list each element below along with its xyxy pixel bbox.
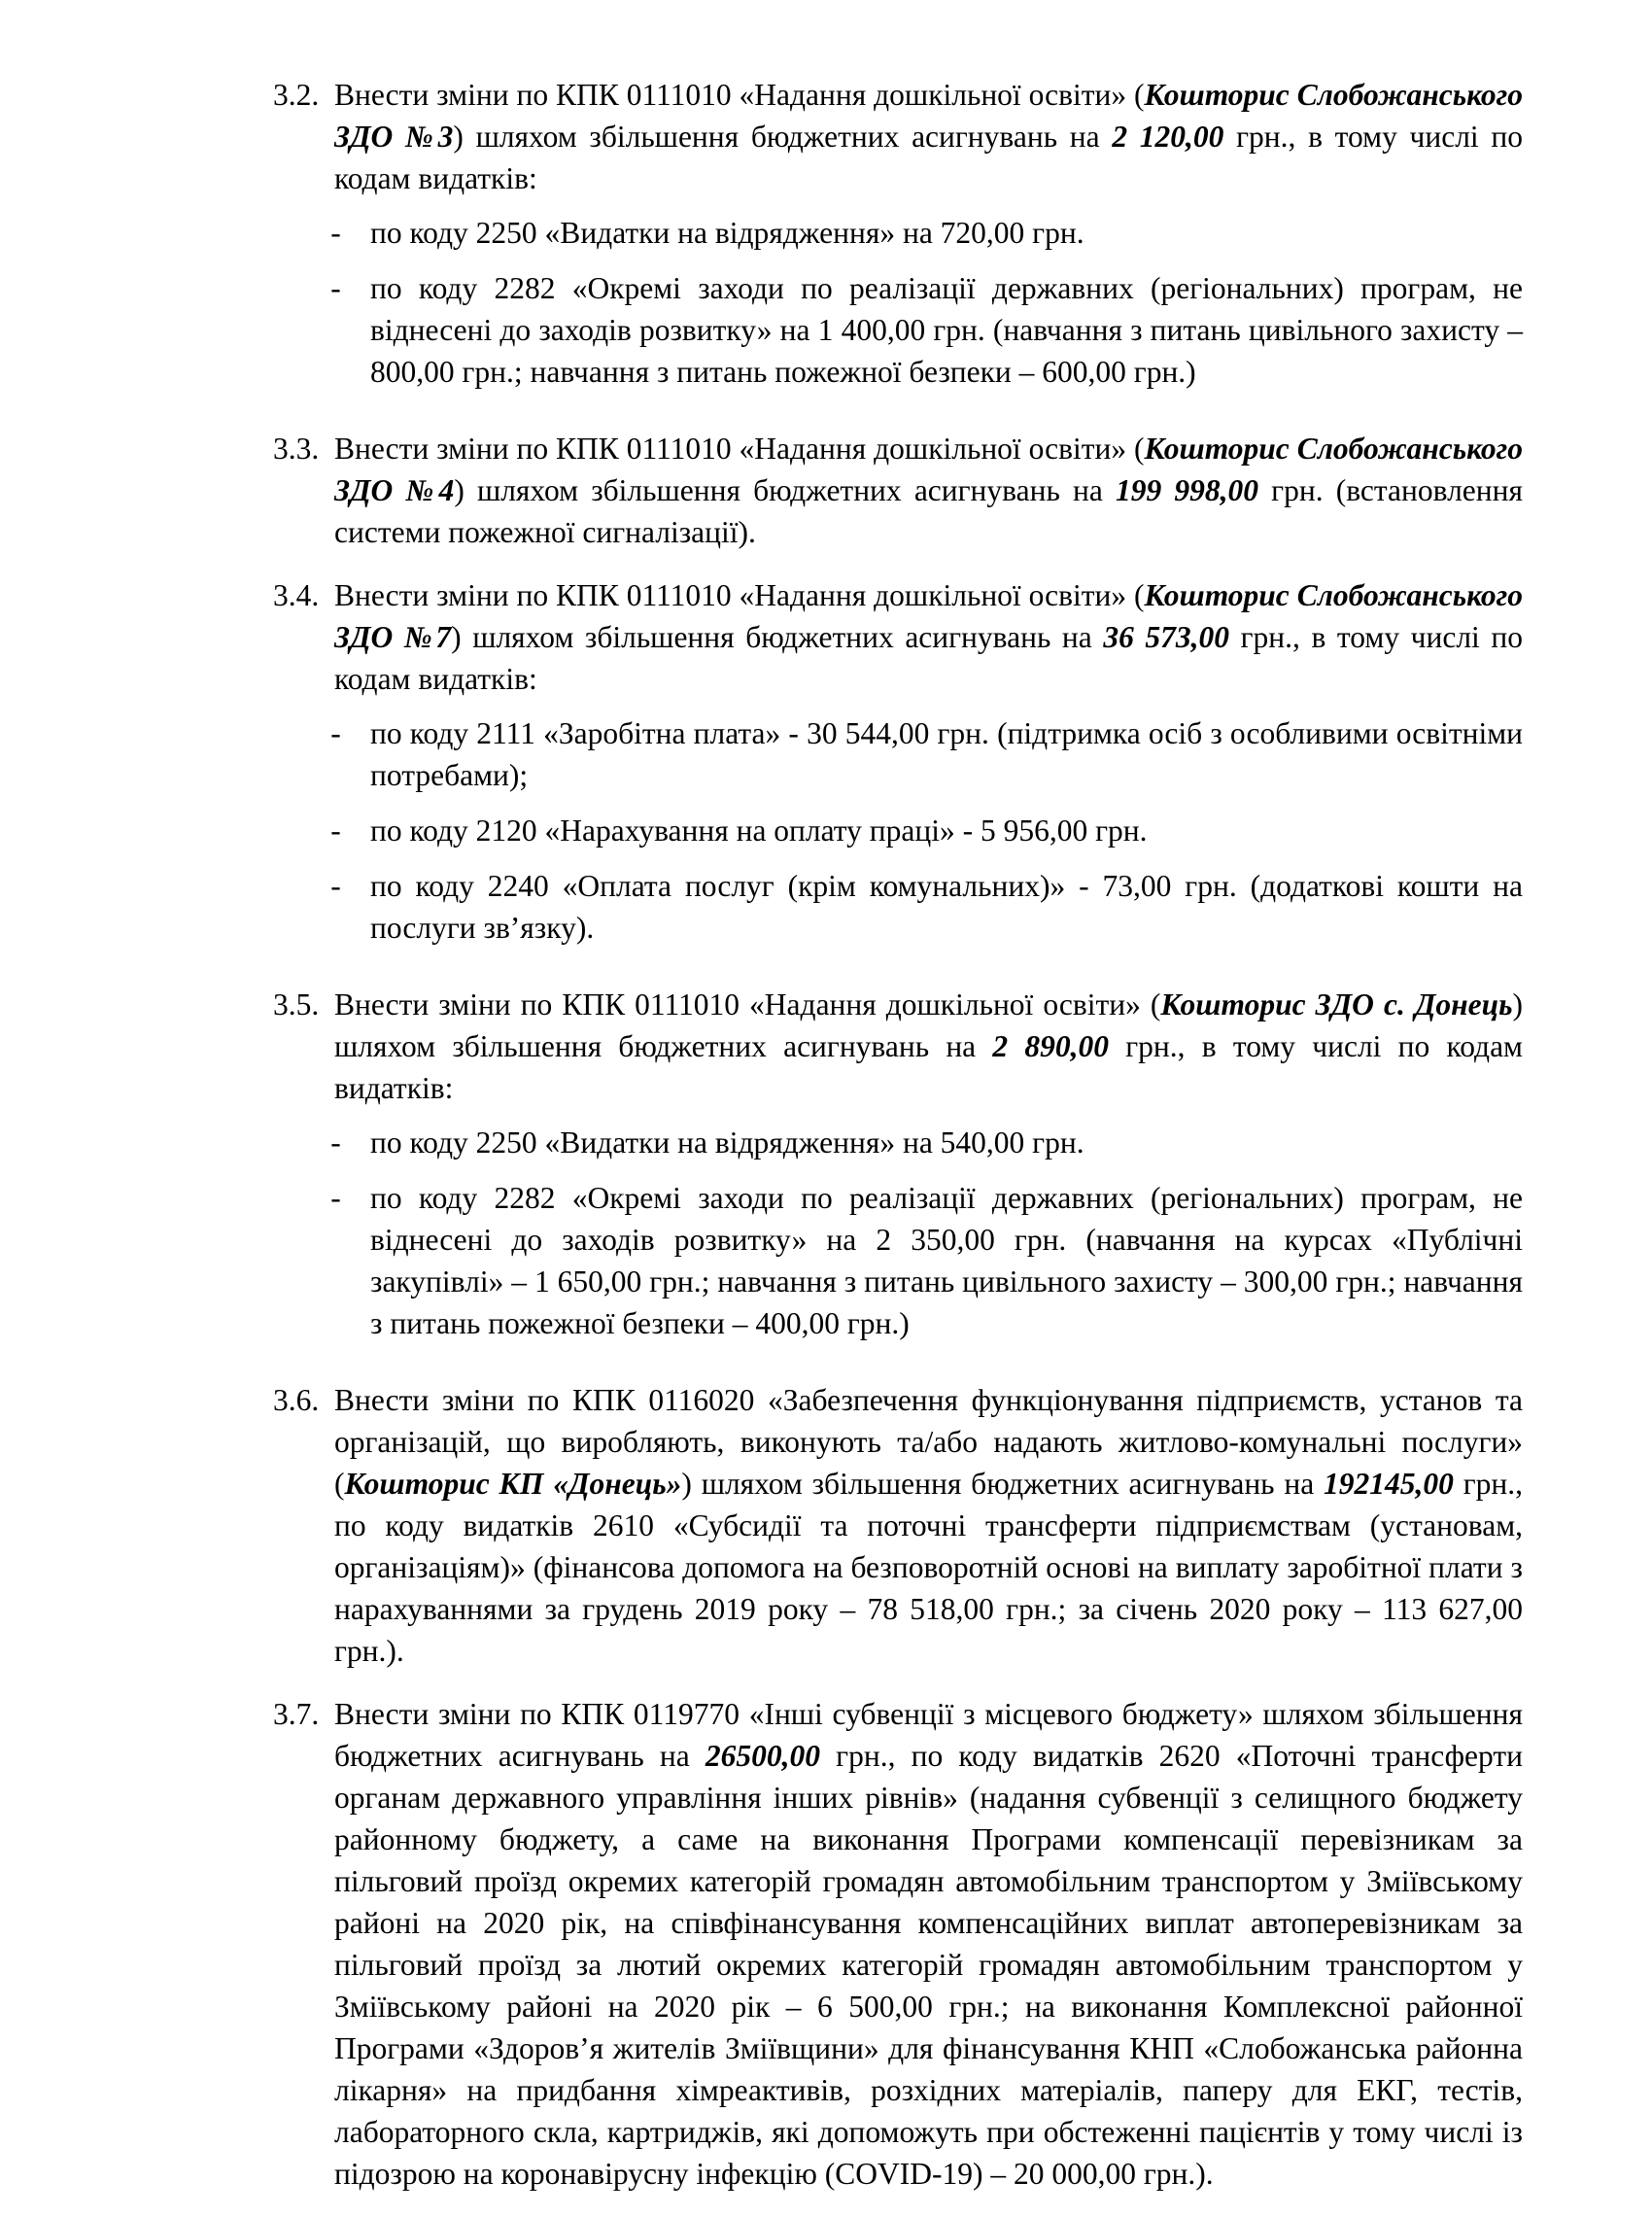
emphasized-text: Кошторис Слобожанського ЗДО №7 xyxy=(334,578,1523,654)
paragraph-body xyxy=(330,574,1523,962)
numbered-paragraph xyxy=(273,984,1523,1358)
text-run: Внести зміни по КПК 0111010 «Надання дошкільної освіти» ( xyxy=(334,578,1145,612)
dash-bullet: - xyxy=(330,716,341,750)
numbered-paragraph xyxy=(273,1379,1523,1672)
text-run: Внести зміни по КПК 0116020 «Забезпечення функціонування підприємств, установ та організацій, що виробляють, виконують та/або надають житлово-комунальні послуги» ( xyxy=(334,1383,1523,1501)
paragraph-text xyxy=(334,428,1523,553)
paragraph-body xyxy=(334,1693,1523,2195)
text-run: Внести зміни по КПК 0111010 «Надання дошкільної освіти» ( xyxy=(334,432,1145,466)
emphasized-text: Кошторис ЗДО с. Донець xyxy=(1160,987,1513,1021)
numbered-paragraph xyxy=(273,1693,1523,2195)
text-run: ) шляхом збільшення бюджетних асигнувань на xyxy=(454,473,1116,507)
expense-code-text: по коду 2120 «Нарахування на оплату праці» - 5 956,00 грн. xyxy=(370,814,1148,848)
paragraph-number: 3.3. xyxy=(273,432,320,466)
paragraph-number: 3.7. xyxy=(273,1697,320,1731)
paragraph-body xyxy=(330,984,1523,1358)
text-run: грн. (встановлення системи пожежної сигналізації). xyxy=(334,473,1523,549)
expense-code-item xyxy=(330,865,1523,949)
text-run: ) шляхом збільшення бюджетних асигнувань на xyxy=(681,1467,1325,1501)
text-run: грн., в тому числі по кодам видатків: xyxy=(334,620,1523,696)
dash-bullet: - xyxy=(330,814,341,848)
paragraph-body xyxy=(334,1379,1523,1672)
paragraph-number: 3.6. xyxy=(273,1383,320,1417)
paragraph-number: 3.4. xyxy=(273,578,320,612)
emphasized-text: Кошторис КП «Донець» xyxy=(344,1467,682,1501)
expense-code-text: по коду 2240 «Оплата послуг (крім комунальних)» - 73,00 грн. (додаткові кошти на послуги зв’язку). xyxy=(370,869,1523,945)
expense-code-item xyxy=(330,267,1523,393)
paragraph-text xyxy=(334,74,1523,199)
numbered-paragraph xyxy=(273,574,1523,962)
expense-code-list xyxy=(330,212,1523,393)
emphasized-text: 26500,00 xyxy=(705,1739,821,1773)
expense-code-text: по коду 2282 «Окремі заходи по реалізації державних (регіональних) програм, не віднесені до заходів розвитку» на 1 400,00 грн. (навчання з питань цивільного захисту – 800,00 грн.; навчання з питань пожежної безпеки – 600,00 грн.) xyxy=(370,271,1523,389)
document-content xyxy=(273,74,1523,2216)
emphasized-text: 2 890,00 xyxy=(992,1029,1110,1063)
dash-bullet: - xyxy=(330,1125,341,1160)
emphasized-text: Кошторис Слобожанського ЗДО №4 xyxy=(334,432,1523,507)
dash-bullet: - xyxy=(330,1181,341,1215)
paragraph-text xyxy=(334,984,1523,1109)
expense-code-list xyxy=(330,1122,1523,1344)
text-run: грн., по коду видатків 2620 «Поточні трансферти органам державного управління інших рівнів» (надання субвенції з селищного бюджету районному бюджету, а саме на виконання Програми компенсації перевізникам за пільговий проїзд окремих категорій громадян автомобільним транспортом у Зміївському районі на 2020 рік, на співфінансування компенсаційних виплат автоперевізникам за пільговий проїзд за лютий окремих категорій громадян автомобільним транспортом у Зміївському районі на 2020 рік – 6 500,00 грн.; на виконання Комплексної районної Програми «Здоров’я жителів Зміївщини» для фінансування КНП «Слобожанська районна лікарня» на придбання хімреактивів, розхідних матеріалів, паперу для ЕКГ, тестів, лабораторного скла, картриджів, які допоможуть при обстеженні пацієнтів у тому числі із підозрою на коронавірусну інфекцію (COVID-19) – 20 000,00 грн.). xyxy=(334,1739,1523,2191)
dash-bullet: - xyxy=(330,271,341,305)
paragraph-number: 3.5. xyxy=(273,987,320,1021)
expense-code-text: по коду 2250 «Видатки на відрядження» на 540,00 грн. xyxy=(370,1125,1084,1160)
expense-code-item xyxy=(330,1177,1523,1344)
expense-code-list xyxy=(330,712,1523,949)
emphasized-text: Кошторис Слобожанського ЗДО №3 xyxy=(334,78,1523,154)
paragraph-body xyxy=(334,428,1523,553)
expense-code-text: по коду 2111 «Заробітна плата» - 30 544,00 грн. (підтримка осіб з особливими освітніми потребами); xyxy=(370,716,1523,792)
paragraph-text xyxy=(334,574,1523,700)
numbered-paragraph xyxy=(273,428,1523,553)
paragraph-number: 3.2. xyxy=(273,78,320,112)
emphasized-text: 199 998,00 xyxy=(1115,473,1259,507)
text-run: Внести зміни по КПК 0119770 «Інші субвенції з місцевого бюджету» шляхом збільшення бюджетних асигнувань на xyxy=(334,1697,1523,1773)
expense-code-item xyxy=(330,712,1523,796)
text-run: Внести зміни по КПК 0111010 «Надання дошкільної освіти» ( xyxy=(334,78,1145,112)
expense-code-text: по коду 2250 «Видатки на відрядження» на 720,00 грн. xyxy=(370,216,1084,250)
text-run: ) шляхом збільшення бюджетних асигнувань на xyxy=(334,987,1523,1063)
text-run: грн., в тому числі по кодам видатків: xyxy=(334,1029,1523,1105)
dash-bullet: - xyxy=(330,216,341,250)
expense-code-item xyxy=(330,810,1523,851)
paragraph-body xyxy=(330,74,1523,406)
text-run: ) шляхом збільшення бюджетних асигнувань на xyxy=(453,120,1113,154)
text-run: Внести зміни по КПК 0111010 «Надання дошкільної освіти» ( xyxy=(334,987,1161,1021)
numbered-paragraph xyxy=(273,74,1523,406)
expense-code-item xyxy=(330,212,1523,254)
text-run: грн., в тому числі по кодам видатків: xyxy=(334,120,1523,195)
paragraph-text xyxy=(334,1693,1523,2195)
text-run: грн., по коду видатків 2610 «Субсидії та поточні трансферти підприємствам (установам, організаціям)» (фінансова допомога на безповоротній основі на виплату заробітної плати з нарахуваннями за грудень 2019 року – 78 518,00 грн.; за січень 2020 року – 113 627,00 грн.). xyxy=(334,1467,1523,1668)
text-run: ) шляхом збільшення бюджетних асигнувань на xyxy=(451,620,1104,654)
paragraph-text xyxy=(334,1379,1523,1672)
emphasized-text: 2 120,00 xyxy=(1112,120,1224,154)
emphasized-text: 192145,00 xyxy=(1324,1467,1454,1501)
emphasized-text: 36 573,00 xyxy=(1103,620,1230,654)
dash-bullet: - xyxy=(330,869,341,903)
expense-code-text: по коду 2282 «Окремі заходи по реалізації державних (регіональних) програм, не віднесені до заходів розвитку» на 2 350,00 грн. (навчання на курсах «Публічні закупівлі» – 1 650,00 грн.; навчання з питань цивільного захисту – 300,00 грн.; навчання з питань пожежної безпеки – 400,00 грн.) xyxy=(370,1181,1523,1340)
expense-code-item xyxy=(330,1122,1523,1163)
